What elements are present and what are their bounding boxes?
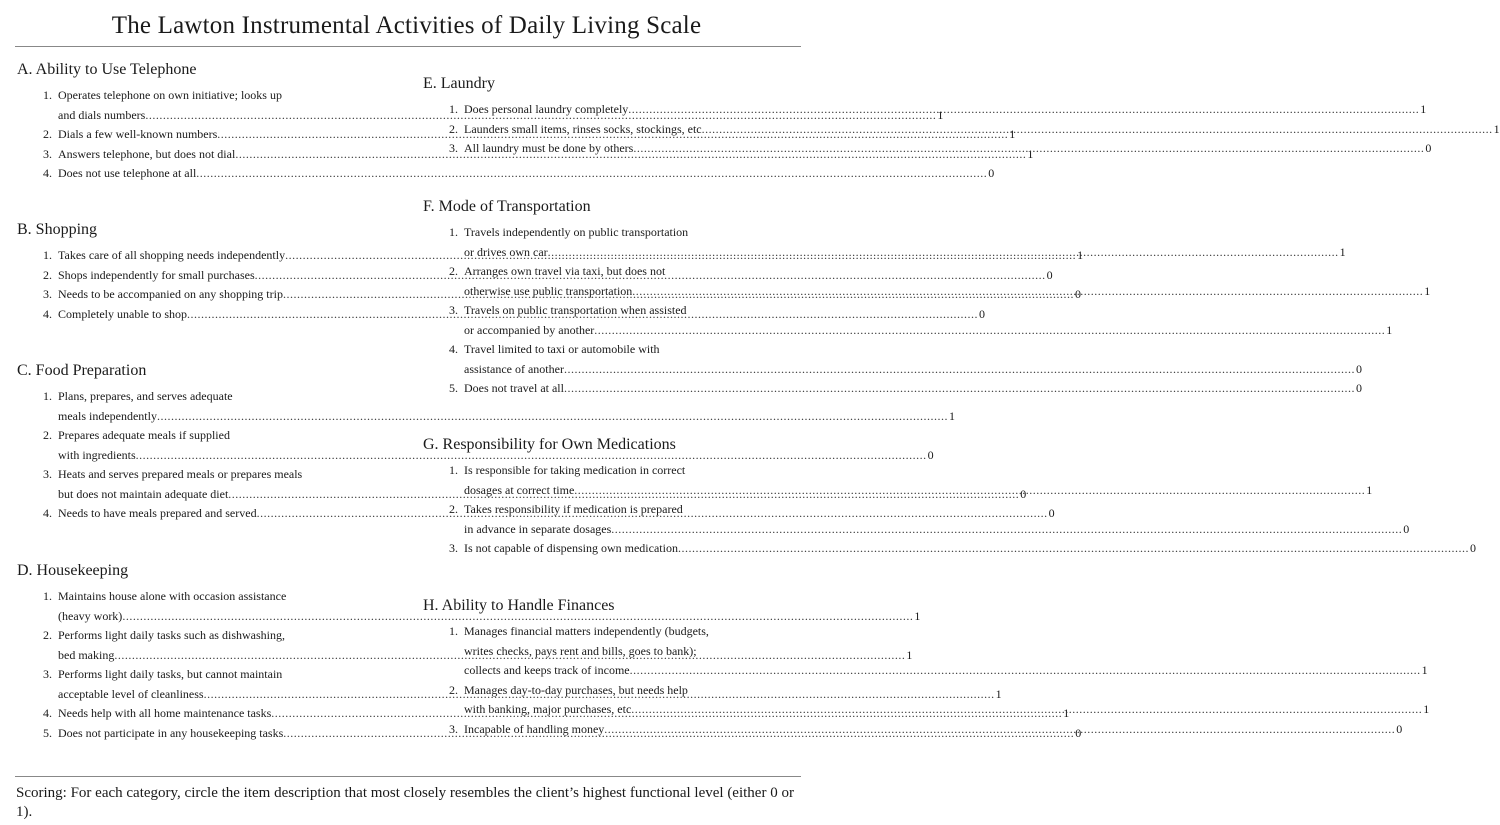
item-line [58,407,955,427]
item-body [464,379,1362,399]
dot-leader [631,700,1422,720]
scale-item[interactable] [423,100,1427,120]
item-text: otherwise use public transportation [464,283,633,298]
scale-item[interactable] [423,340,1362,379]
item-text: Does personal laundry completely [464,102,629,116]
dot-leader [574,481,1365,501]
item-text: (heavy work) [58,608,123,623]
item-text: Launders small items, rinses socks, stockings, etc [464,121,702,136]
item-text: dosages at correct time [464,482,575,497]
item-score: 0 [1403,521,1410,536]
item-score: 1 [1421,663,1428,677]
item-line [464,120,1500,140]
item-text: meals independently [58,408,157,423]
item-text: Is not capable of dispensing own medication [464,541,678,555]
item-line [464,720,1402,740]
item-number: 4. [43,306,52,321]
item-list [423,461,1476,559]
scale-item[interactable] [423,262,1431,301]
scale-item[interactable] [423,120,1500,140]
item-number: 3. [43,287,52,301]
item-text: Plans, prepares, and serves adequate [58,389,233,403]
item-text: Heats and serves prepared meals or prepares meals [58,467,303,481]
item-number: 3. [449,721,458,736]
item-text: All laundry must be done by others [464,141,634,155]
item-list [423,100,1500,159]
dot-leader [604,720,1395,740]
item-line [464,223,1346,243]
item-number: 3. [43,467,52,481]
item-text: bed making [58,647,115,662]
dot-leader [611,520,1402,540]
item-text: Takes responsibility if medication is prepared [464,502,683,516]
item-line [464,700,1429,720]
item-score: 0 [1075,725,1082,740]
item-list [423,223,1431,399]
section-heading: G. Responsibility for Own Medications [423,436,676,453]
item-body [464,139,1431,159]
item-number: 1. [449,102,458,116]
dot-leader [678,539,1469,559]
item-text: Prepares adequate meals if supplied [58,428,230,442]
item-number: 1. [449,463,458,477]
section-heading: A. Ability to Use Telephone [17,61,197,78]
item-score: 1 [948,408,955,423]
item-text: but does not maintain adequate diet [58,486,229,501]
item-line [464,360,1362,380]
item-text: acceptable level of cleanliness [58,686,204,701]
item-score: 0 [1425,141,1432,155]
item-body [464,500,1409,539]
scale-item[interactable] [423,622,1428,681]
item-number: 4. [449,342,458,356]
section-heading: D. Housekeeping [17,562,129,579]
section-heading: E. Laundry [423,75,495,92]
item-score: 1 [1366,482,1373,497]
item-line [464,379,1362,399]
item-text: Does not travel at all [464,381,564,395]
scale-item[interactable] [423,720,1403,740]
item-body [464,301,1392,340]
item-body [464,681,1429,720]
item-score: 1 [1063,706,1070,720]
item-score: 0 [1074,287,1081,301]
item-body [464,120,1500,140]
item-number: 3. [449,303,458,317]
item-line [58,164,994,184]
item-number: 2. [449,682,458,697]
item-body [464,461,1372,500]
scale-item[interactable] [423,500,1410,539]
scale-item[interactable] [17,164,995,184]
item-number: 2. [43,428,52,442]
dot-leader [548,243,1339,263]
item-line [464,301,1392,321]
scale-item[interactable] [423,681,1430,720]
item-text: Takes care of all shopping needs independently [58,248,286,262]
dot-leader [633,139,1424,159]
item-text: with banking, major purchases, etc [464,702,632,716]
section-heading: H. Ability to Handle Finances [423,597,615,614]
section-transportation [423,198,1431,399]
dot-leader [564,360,1355,380]
item-number: 1. [43,389,52,403]
item-line [464,681,1429,701]
dot-leader [632,282,1423,302]
scale-item[interactable] [423,379,1362,399]
item-line [464,539,1476,559]
item-number: 4. [43,166,52,180]
section-finances [423,597,1430,739]
item-text: Needs help with all home maintenance tasks [58,706,272,720]
item-list [423,622,1430,739]
item-body [464,720,1402,740]
item-score: 1 [914,608,921,623]
item-number: 2. [449,121,458,136]
item-score: 0 [1020,486,1027,501]
item-score: 0 [988,166,995,180]
item-line [464,243,1346,263]
item-line [464,481,1372,501]
section-heading: B. Shopping [17,221,98,238]
item-text: Manages day-to-day purchases, but needs help [464,682,688,697]
item-number: 1. [449,225,458,239]
item-text: Dials a few well-known numbers [58,127,218,141]
item-text: and dials numbers [58,107,146,122]
item-text: Operates telephone on own initiative; looks up [58,88,282,102]
item-score: 0 [1355,381,1362,395]
item-text: Shops independently for small purchases [58,267,255,282]
item-number: 2. [449,502,458,516]
item-text: Does not use telephone at all [58,166,197,180]
item-line [464,282,1430,302]
item-number: 1. [43,589,52,603]
item-number: 3. [43,146,52,161]
item-body [464,262,1430,301]
item-score: 0 [1355,361,1362,376]
section-laundry [423,75,1500,159]
item-number: 5. [449,381,458,395]
item-score: 0 [1469,541,1476,555]
page-title: The Lawton Instrumental Activities of Daily Living Scale [111,12,702,39]
item-text: Needs to have meals prepared and served [58,506,257,520]
item-score: 1 [1493,121,1500,136]
item-score: 1 [937,107,944,122]
item-body [464,622,1428,681]
item-text: or drives own car [464,244,548,259]
item-body [464,100,1426,120]
item-text: Needs to be accompanied on any shopping trip [58,287,283,301]
item-text: Does not participate in any housekeeping tasks [58,725,284,740]
item-number: 1. [449,624,458,638]
item-score: 1 [1423,702,1430,716]
item-text: Answers telephone, but does not dial [58,146,236,161]
item-text: Performs light daily tasks such as dishwashing, [58,628,285,642]
item-body [58,164,994,184]
item-line [464,340,1362,360]
item-text: Completely unable to shop [58,306,187,321]
item-score: 1 [1009,127,1016,141]
item-number: 2. [43,628,52,642]
section-medications [423,436,1476,559]
item-number: 2. [43,127,52,141]
item-body [464,539,1476,559]
item-score: 0 [1396,721,1403,736]
item-line [464,500,1409,520]
item-text: assistance of another [464,361,564,376]
item-text: Manages financial matters independently (budgets, [464,624,709,638]
item-text: Travels on public transportation when assisted [464,303,687,317]
item-line [464,661,1428,681]
item-score: 1 [906,647,913,662]
title-divider [15,46,801,47]
scale-item[interactable] [423,223,1346,262]
scoring-divider [15,776,801,777]
item-number: 2. [43,267,52,282]
item-text: writes checks, pays rent and bills, goes to bank); [464,643,697,658]
dot-leader [157,407,948,427]
item-score: 1 [1386,322,1393,337]
item-number: 1. [43,88,52,102]
dot-leader [564,379,1355,399]
item-text: Performs light daily tasks, but cannot maintain [58,667,283,681]
item-text: Travel limited to taxi or automobile with [464,342,660,356]
item-score: 1 [995,686,1002,701]
scale-item[interactable] [423,461,1373,500]
item-score: 1 [1339,244,1346,259]
section-heading: F. Mode of Transportation [423,198,591,215]
item-text: in advance in separate dosages [464,521,612,536]
item-number: 4. [43,706,52,720]
dot-leader [702,120,1493,140]
item-line [464,622,1428,642]
item-line [464,642,1428,662]
item-text: collects and keeps track of income [464,663,630,677]
dot-leader [628,100,1419,120]
item-line [464,100,1426,120]
item-line [464,139,1431,159]
item-text: Is responsible for taking medication in correct [464,463,686,477]
scale-item[interactable] [423,301,1393,340]
scoring-instructions: Scoring: For each category, circle the item description that most closely resembles the client’s highest functional level (either 0 or 1). [16,785,794,820]
item-text: Arranges own travel via taxi, but does not [464,264,666,278]
scale-item[interactable] [423,539,1476,559]
item-number: 3. [449,541,458,555]
item-number: 4. [43,506,52,520]
section-heading: C. Food Preparation [17,362,147,379]
item-text: with ingredients [58,447,136,462]
item-score: 1 [1424,283,1431,298]
item-body [464,223,1346,262]
item-score: 0 [1048,506,1055,520]
item-number: 2. [449,264,458,278]
item-number: 3. [43,667,52,681]
item-line [464,262,1430,282]
item-number: 5. [43,725,52,740]
item-text: Travels independently on public transportation [464,225,689,239]
item-number: 1. [43,248,52,262]
item-line [464,520,1409,540]
item-text: Maintains house alone with occasion assistance [58,589,287,603]
item-score: 1 [1077,248,1084,262]
dot-leader [594,321,1385,341]
scale-item[interactable] [423,139,1432,159]
item-score: 1 [1027,146,1034,161]
dot-leader [196,164,987,184]
item-score: 0 [1046,267,1053,282]
item-text: Incapable of handling money [464,721,605,736]
item-score: 0 [927,447,934,462]
item-score: 0 [978,306,985,321]
item-line [464,321,1392,341]
item-score: 1 [1420,102,1427,116]
dot-leader [630,661,1421,681]
item-line [464,461,1372,481]
item-number: 3. [449,141,458,155]
item-text: or accompanied by another [464,322,595,337]
item-body [464,340,1362,379]
